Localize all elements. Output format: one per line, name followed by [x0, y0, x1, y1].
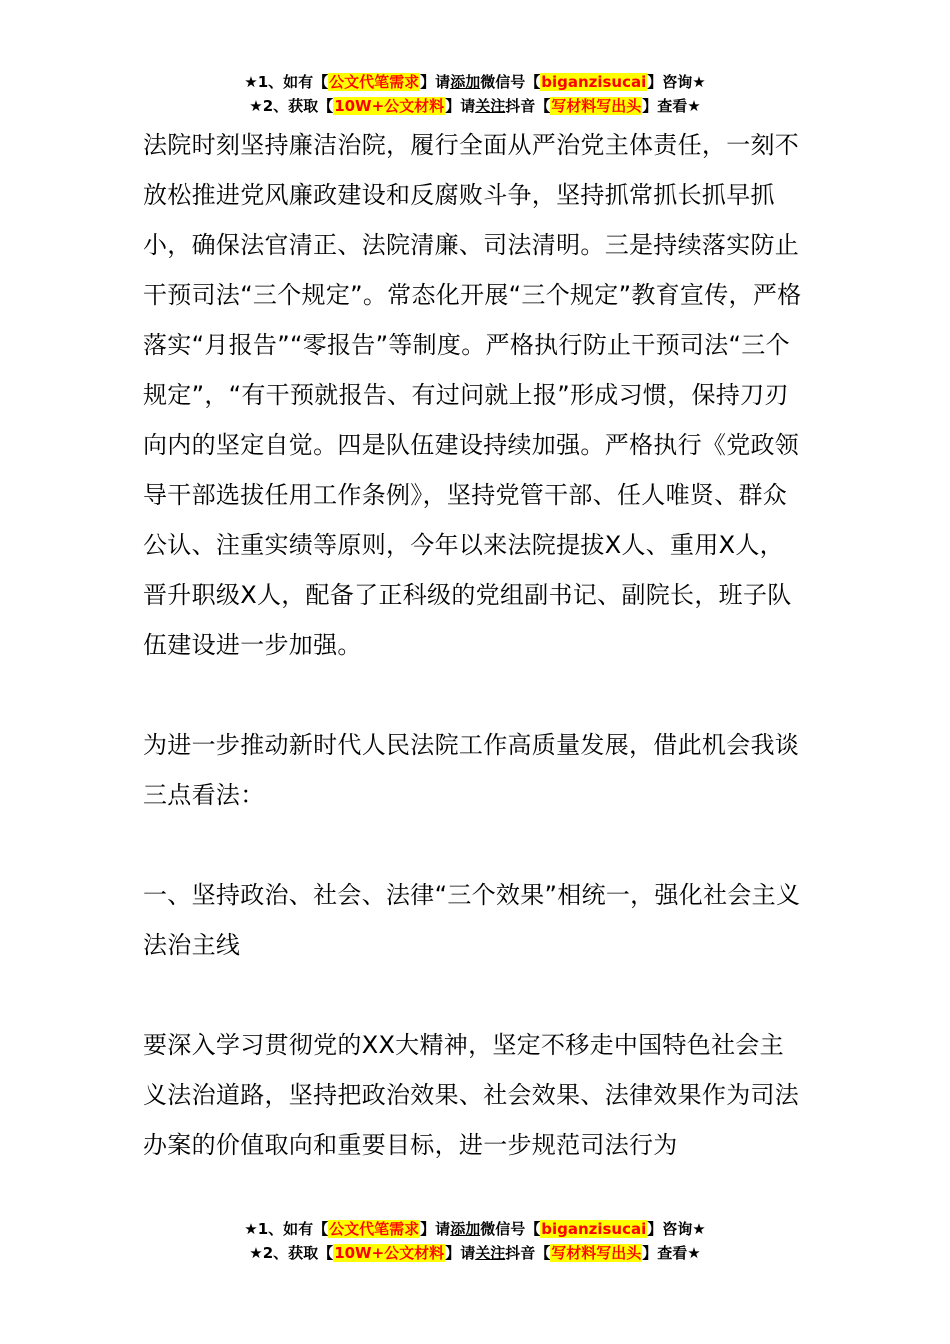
banner-underline: 关注	[475, 1244, 506, 1262]
banner-text: 】查看★	[642, 1244, 701, 1262]
banner-text: 】请	[420, 1220, 451, 1238]
banner-highlight: 10W+公文材料	[334, 97, 445, 115]
banner-text: ★2、获取【	[249, 1244, 334, 1262]
document-body	[143, 120, 807, 1170]
banner-text: 】请	[445, 97, 476, 115]
banner-text: 】查看★	[642, 97, 701, 115]
banner-underline: 添加	[450, 73, 481, 91]
banner-text: 抖音【	[505, 97, 551, 115]
paragraph: 要深入学习贯彻党的XX大精神，坚定不移走中国特色社会主义法治道路，坚持把政治效果、社会效果、法律效果作为司法办案的价值取向和重要目标，进一步规范司法行为	[143, 1031, 800, 1159]
header-banner	[0, 70, 950, 118]
banner-highlight: 10W+公文材料	[334, 1244, 445, 1262]
banner-highlight: 公文代笔需求	[329, 73, 420, 91]
banner-line-2	[0, 94, 950, 118]
banner-underline: 关注	[475, 97, 506, 115]
banner-line-2	[0, 1241, 950, 1265]
paragraph: 为进一步推动新时代人民法院工作高质量发展，借此机会我谈三点看法：	[143, 731, 800, 809]
banner-text: 】请	[420, 73, 451, 91]
banner-highlight: 写材料写出头	[551, 97, 642, 115]
banner-text: ★2、获取【	[249, 97, 334, 115]
banner-text: ★1、如有【	[244, 1220, 329, 1238]
banner-text: 】咨询★	[647, 1220, 706, 1238]
section-heading: 一、坚持政治、社会、法律“三个效果”相统一，强化社会主义法治主线	[143, 881, 801, 959]
banner-highlight: 写材料写出头	[551, 1244, 642, 1262]
banner-text: 】咨询★	[647, 73, 706, 91]
banner-line-1	[0, 1217, 950, 1241]
paragraph-gap	[143, 670, 807, 720]
footer-banner	[0, 1217, 950, 1265]
banner-highlight: biganzisucai	[541, 73, 647, 91]
paragraph-gap	[143, 970, 807, 1020]
banner-text: 微信号【	[480, 1220, 541, 1238]
banner-line-1	[0, 70, 950, 94]
paragraph-gap	[143, 820, 807, 870]
paragraph: 法院时刻坚持廉洁治院，履行全面从严治党主体责任，一刻不放松推进党风廉政建设和反腐败斗争，坚持抓常抓长抓早抓小，确保法官清正、法院清廉、司法清明。三是持续落实防止干预司法“三个规定”。常态化开展“三个规定”教育宣传，严格落实“月报告”“零报告”等制度。严格执行防止干预司法“三个规定”，“有干预就报告、有过问就上报”形成习惯，保持刀刃向内的坚定自觉。四是队伍建设持续加强。严格执行《党政领导干部选拔任用工作条例》，坚持党管干部、任人唯贤、群众公认、注重实绩等原则，今年以来法院提拔X人、重用X人，晋升职级X人，配备了正科级的党组副书记、副院长，班子队伍建设进一步加强。	[143, 131, 802, 659]
banner-text: 抖音【	[505, 1244, 551, 1262]
banner-text: 微信号【	[480, 73, 541, 91]
banner-highlight: 公文代笔需求	[329, 1220, 420, 1238]
banner-text: ★1、如有【	[244, 73, 329, 91]
banner-underline: 添加	[450, 1220, 481, 1238]
banner-highlight: biganzisucai	[541, 1220, 647, 1238]
banner-text: 】请	[445, 1244, 476, 1262]
